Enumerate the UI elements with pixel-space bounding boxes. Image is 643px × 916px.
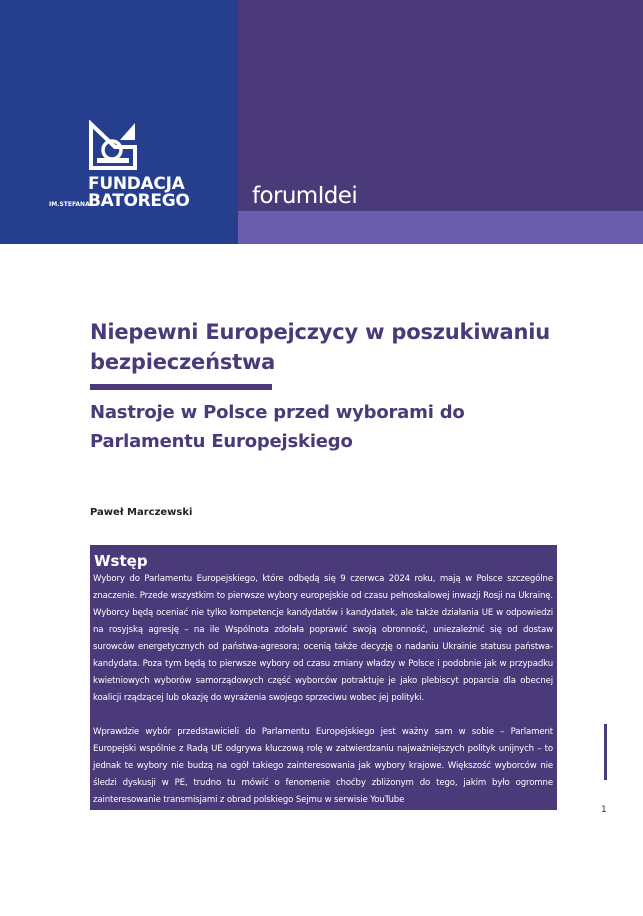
- intro-heading: Wstęp: [94, 552, 148, 570]
- intro-paragraph: Wprawdzie wybór przedstawicieli do Parlamentu Europejskiego jest ważny sam w sobie – Parlament Europejski wspólnie z Radą UE odgrywa kluczową rolę w zatwierdzaniu najważniejszych polityk unijnych – to jednak te wybory nie budzą na ogół takiego zainteresowania jak wybory krajowe. Większość wyborców nie śledzi dyskusji w PE, trudno tu mówić o fenomenie choćby zbliżonym do tego, jakim było ogromne zainteresowanie transmisjami z obrad polskiego Sejmu w serwisie YouTube: [93, 727, 553, 805]
- intro-box: [90, 545, 557, 810]
- batory-foundation-mark-icon: [88, 120, 138, 172]
- margin-marker: [604, 724, 607, 780]
- header-purple-panel: [238, 0, 643, 211]
- document-title: Niepewni Europejczycy w poszukiwaniu bezpieczeństwa: [90, 320, 550, 374]
- document-subtitle: Nastroje w Polsce przed wyborami do Parlamentu Europejskiego: [90, 402, 465, 452]
- author-name: Paweł Marczewski: [90, 507, 193, 518]
- logo-text-im-stefana: IM.STEFANA: [49, 201, 90, 208]
- page-number: 1: [601, 805, 607, 815]
- header-lavender-stripe: [238, 211, 643, 244]
- intro-paragraph: Wybory do Parlamentu Europejskiego, które odbędą się 9 czerwca 2024 roku, mają w Polsce szczególne znaczenie. Przede wszystkim to pierwsze wybory europejskie od czasu pełnoskalowej inwazji Rosji na Ukrainę. Wyborcy będą oceniać nie tylko kompetencje kandydatów i kandydatek, ale także działania UE w odpowiedzi na rosyjską agresję – na ile Wspólnota zdołała poprawić swoją obronność, uniezależnić się od dostaw surowców energetycznych od państwa-agresora; ocenią także decyzję o nadaniu Ukrainie statusu państwa-kandydata. Poza tym będą to pierwsze wybory od czasu zmiany władzy w Polsce i podobnie jak w przypadku kwietniowych wyborów samorządowych część wyborców potraktuje je jako plebiscyt poparcia dla obecnej koalicji rządzącej lub okazję do wyrażenia swojego sprzeciwu wobec jej polityki.: [93, 574, 553, 703]
- title-underline: [90, 384, 272, 390]
- series-name: forumIdei: [252, 183, 358, 209]
- logo-text-fundacja: FUNDACJA: [88, 174, 185, 194]
- logo-text-batorego: BATOREGO: [88, 191, 190, 211]
